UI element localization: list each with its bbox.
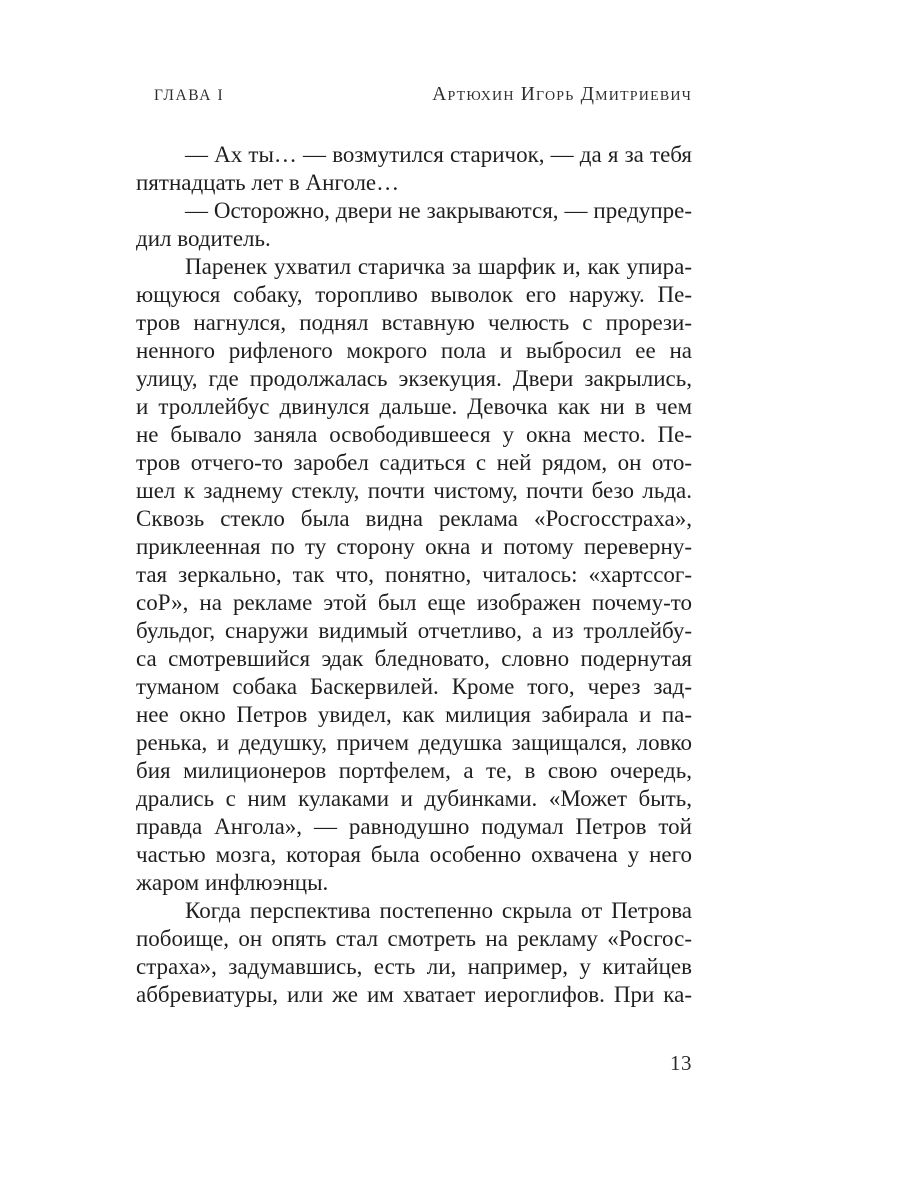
chapter-heading: ГЛАВА I (154, 87, 225, 104)
text-line: ренька, и дедушку, причем дедушка защищался, ловко (136, 730, 692, 755)
text-line: са смотревшийся эдак бледновато, словно подернутая (136, 646, 692, 671)
text-line: дрались с ним кулаками и дубинками. «Может быть, (136, 786, 692, 811)
text-line: аббревиатуры, или же им хватает иероглифов. При ка- (136, 982, 692, 1007)
text-line: дил водитель. (136, 226, 271, 251)
page-number: 13 (670, 1051, 692, 1075)
text-line: тров нагнулся, поднял вставную челюсть с прорези- (136, 310, 692, 335)
text-line: ющуюся собаку, торопливо выволок его наружу. Пе- (136, 282, 692, 307)
text-line: соР», на рекламе этой был еще изображен почему-то (136, 590, 692, 615)
running-header (136, 84, 692, 106)
text-line: бия милиционеров портфелем, а те, в свою очередь, (136, 758, 692, 783)
text-line: шел к заднему стеклу, почти чистому, почти безо льда. (136, 478, 692, 503)
text-line: ненного рифленого мокрого пола и выбросил ее на (136, 338, 692, 363)
text-line: не бывало заняла освободившееся у окна место. Пе- (136, 422, 692, 447)
text-line: страха», задумавшись, есть ли, например, у китайцев (136, 954, 692, 979)
text-line: приклеенная по ту сторону окна и потому переверну- (136, 534, 692, 559)
text-line: нее окно Петров увидел, как милиция забирала и па- (136, 702, 692, 727)
text-line: — Осторожно, двери не закрываются, — предупре- (185, 198, 692, 223)
text-line: побоище, он опять стал смотреть на рекламу «Росгос- (136, 926, 692, 951)
text-line: улицу, где продолжалась экзекуция. Двери закрылись, (136, 366, 692, 391)
text-line: правда Ангола», — равнодушно подумал Петров той (136, 814, 692, 839)
body-text (136, 141, 692, 1009)
text-line: частью мозга, которая была особенно охвачена у него (136, 842, 692, 867)
text-line: Когда перспектива постепенно скрыла от Петрова (185, 898, 692, 923)
text-line: жаром инфлюэнцы. (136, 870, 329, 895)
text-line: пятнадцать лет в Анголе… (136, 170, 400, 195)
text-line: и троллейбус двинулся дальше. Девочка как ни в чем (136, 394, 692, 419)
author-heading: Артюхин Игорь Дмитриевич (432, 84, 692, 105)
text-line: Паренек ухватил старичка за шарфик и, как упира- (185, 254, 692, 279)
text-line: тая зеркально, так что, понятно, читалось: «хартссог- (136, 562, 692, 587)
text-line: бульдог, снаружи видимый отчетливо, а из троллейбу- (136, 618, 692, 643)
text-line: туманом собака Баскервилей. Кроме того, через зад- (136, 674, 692, 699)
text-line: Сквозь стекло была видна реклама «Росгосстраха», (136, 506, 692, 531)
text-line: тров отчего-то заробел садиться с ней рядом, он ото- (136, 450, 692, 475)
text-line: — Ах ты… — возмутился старичок, — да я за тебя (185, 142, 692, 167)
